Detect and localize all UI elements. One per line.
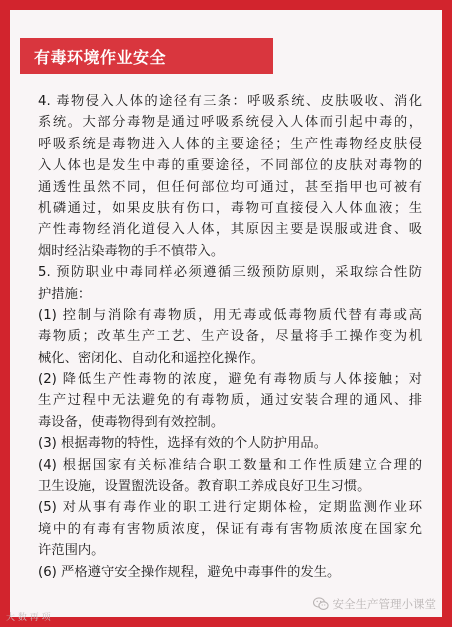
text-line: 4. 毒物侵入人体的途径有三条：呼吸系统、皮肤吸收、消化: [38, 94, 422, 109]
text-line: (3) 根据毒物的特性，选择有效的个人防护用品。: [38, 436, 327, 452]
text-line: 烟时经沾染毒物的手不慎带入。: [38, 243, 225, 259]
text-line: 机磷通过，如果皮肤有伤口，毒物可直接侵入人体血液；生: [38, 200, 422, 216]
text-line: 5. 预防职业中毒同样必须遵循三级预防原则，采取综合性防: [38, 265, 422, 281]
section-title: 有毒环境作业安全: [34, 47, 167, 67]
text-line: 系统。大部分毒物是通过呼吸系统侵入人体而引起中毒的，: [38, 115, 422, 131]
text-line: 护措施：: [38, 286, 92, 302]
text-line: (5) 对从事有毒作业的职工进行定期体检，定期监测作业环: [38, 500, 422, 516]
text-line: 呼吸系统是毒物进入人体的主要途径；生产性毒物经皮肤侵: [38, 136, 422, 152]
text-line: (4) 根据国家有关标准结合职工数量和工作性质建立合理的: [38, 457, 422, 473]
text-line: 械化、密闭化、自动化和遥控化操作。: [38, 350, 265, 366]
text-line: 生产过程中无法避免的有毒物质，通过安装合理的通风、排: [38, 393, 422, 409]
text-line: 通透性虽然不同，但任何部位均可通过，甚至指甲也可被有: [38, 179, 422, 195]
section-title-bar: [20, 38, 273, 74]
text-line: 毒物质；改革生产工艺、生产设备，尽量将手工操作变为机: [38, 329, 422, 345]
text-line: 产性毒物经消化道侵入人体，其原因主要是误服或进食、吸: [38, 222, 422, 238]
text-line: (6) 严格遵守安全操作规程，避免中毒事件的发生。: [38, 564, 341, 580]
watermark-right: [313, 596, 437, 612]
wechat-icon: [313, 597, 329, 611]
watermark-left: 大 数 再 项: [6, 613, 51, 623]
watermark-right-text: 安全生产管理小课堂: [332, 597, 436, 611]
article-body: [38, 91, 422, 583]
text-line: 境中的有毒有害物质浓度，保证有毒有害物质浓度在国家允: [38, 521, 422, 537]
text-line: (1) 控制与消除有毒物质，用无毒或低毒物质代替有毒或高: [38, 307, 422, 323]
text-line: 毒设备，使毒物得到有效控制。: [38, 414, 225, 430]
text-line: 许范围内。: [38, 543, 105, 559]
text-line: 入人体也是发生中毒的重要途径，不同部位的皮肤对毒物的: [38, 158, 422, 174]
text-line: 卫生设施，设置盥洗设备。教育职工养成良好卫生习惯。: [38, 479, 371, 495]
text-line: (2) 降低生产性毒物的浓度，避免有毒物质与人体接触；对: [38, 372, 422, 388]
